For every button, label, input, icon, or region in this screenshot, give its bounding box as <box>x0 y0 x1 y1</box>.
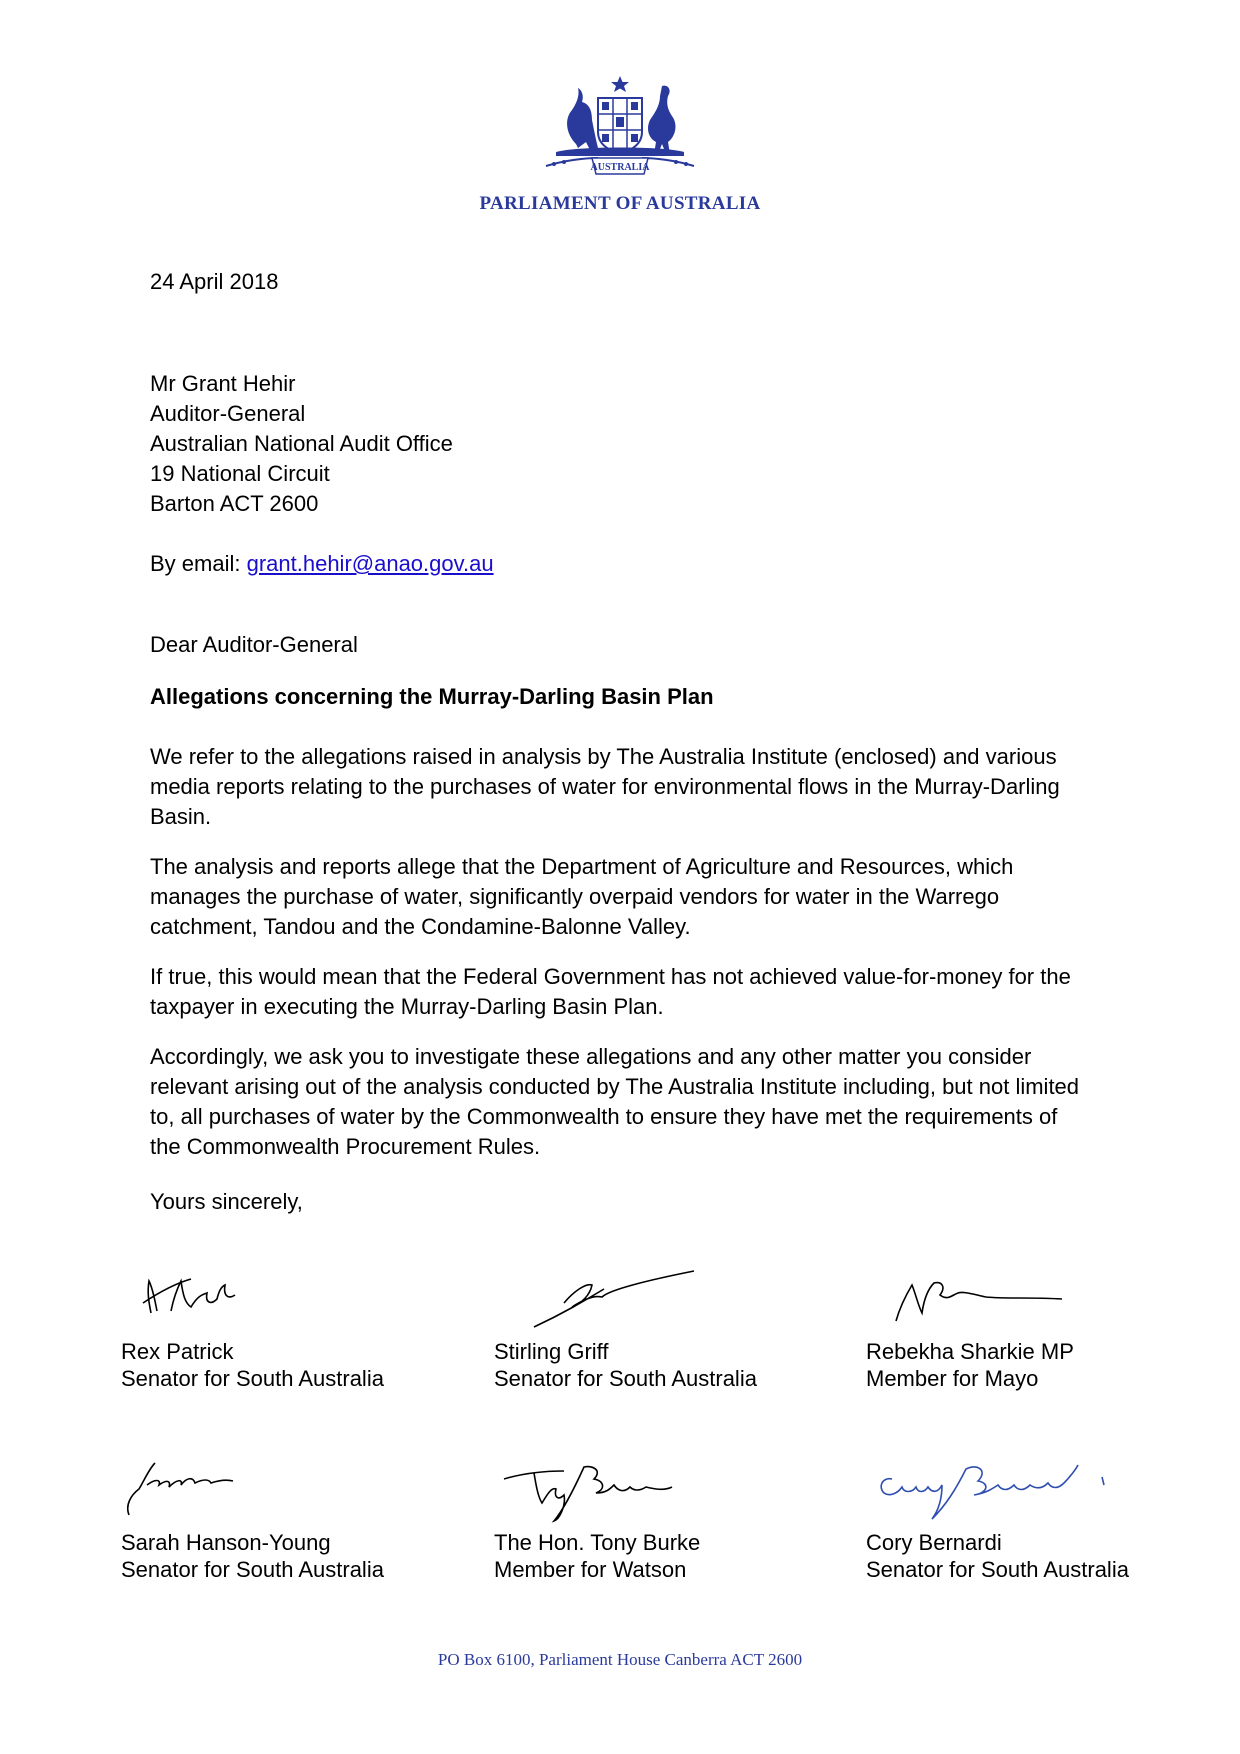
crest-scroll-text: AUSTRALIA <box>590 162 650 173</box>
letterhead-title: PARLIAMENT OF AUSTRALIA <box>479 193 761 214</box>
signature-image <box>121 1255 441 1345</box>
footer-address: PO Box 6100, Parliament House Canberra ACT 2600 <box>437 1650 803 1669</box>
closing: Yours sincerely, <box>150 1189 303 1214</box>
signature-image <box>494 1255 814 1345</box>
signatory-role: Senator for South Australia <box>121 1366 384 1391</box>
email-label: By email: <box>150 551 247 576</box>
email-line <box>150 549 1090 579</box>
recipient-address <box>150 369 1090 519</box>
signatory-name: Stirling Griff <box>494 1339 609 1364</box>
email-link[interactable]: grant.hehir@anao.gov.au <box>246 551 494 576</box>
signatory-role: Senator for South Australia <box>121 1557 384 1582</box>
body-paragraph: We refer to the allegations raised in analysis by The Australia Institute (enclosed) and various media reports relating to the purchases of water for environmental flows in the Murray-Darling Basin. <box>150 744 1060 829</box>
signature-image <box>121 1449 441 1539</box>
body-paragraph: Accordingly, we ask you to investigate these allegations and any other matter you consider relevant arising out of the analysis conducted by The Australia Institute including, but not limited to, all purchases of water by the Commonwealth to ensure they have met the requirements of the Commonwealth Procurement Rules. <box>150 1044 1080 1159</box>
signatory-role: Member for Watson <box>494 1557 687 1582</box>
recipient-line: Mr Grant Hehir <box>150 371 296 396</box>
body-paragraph: The analysis and reports allege that the Department of Agriculture and Resources, which manages the purchase of water, significantly overpaid vendors for water in the Warrego catchment, Tandou and the Condamine-Balonne Valley. <box>150 854 1014 939</box>
letter-body <box>150 742 1090 1182</box>
letter-date: 24 April 2018 <box>150 269 279 294</box>
signatory-name: Rebekha Sharkie MP <box>866 1339 1074 1364</box>
signature-image <box>866 1255 1186 1345</box>
signatory-name: Rex Patrick <box>121 1339 234 1364</box>
signatory-role: Senator for South Australia <box>866 1557 1129 1582</box>
signatory-name: The Hon. Tony Burke <box>494 1530 701 1555</box>
salutation: Dear Auditor-General <box>150 632 358 657</box>
recipient-line: Auditor-General <box>150 401 306 426</box>
signatory-name: Sarah Hanson-Young <box>121 1530 331 1555</box>
recipient-line: Barton ACT 2600 <box>150 491 319 516</box>
signature-image <box>494 1449 814 1539</box>
signatory-name: Cory Bernardi <box>866 1530 1002 1555</box>
signatory-role: Senator for South Australia <box>494 1366 757 1391</box>
coat-of-arms-icon <box>536 74 704 178</box>
recipient-line: Australian National Audit Office <box>150 431 453 456</box>
recipient-line: 19 National Circuit <box>150 461 330 486</box>
signatory-role: Member for Mayo <box>866 1366 1039 1391</box>
body-paragraph: If true, this would mean that the Federal Government has not achieved value-for-money for the taxpayer in executing the Murray-Darling Basin Plan. <box>150 964 1071 1019</box>
signature-image <box>866 1449 1186 1539</box>
letter-subject: Allegations concerning the Murray-Darling Basin Plan <box>150 684 714 709</box>
